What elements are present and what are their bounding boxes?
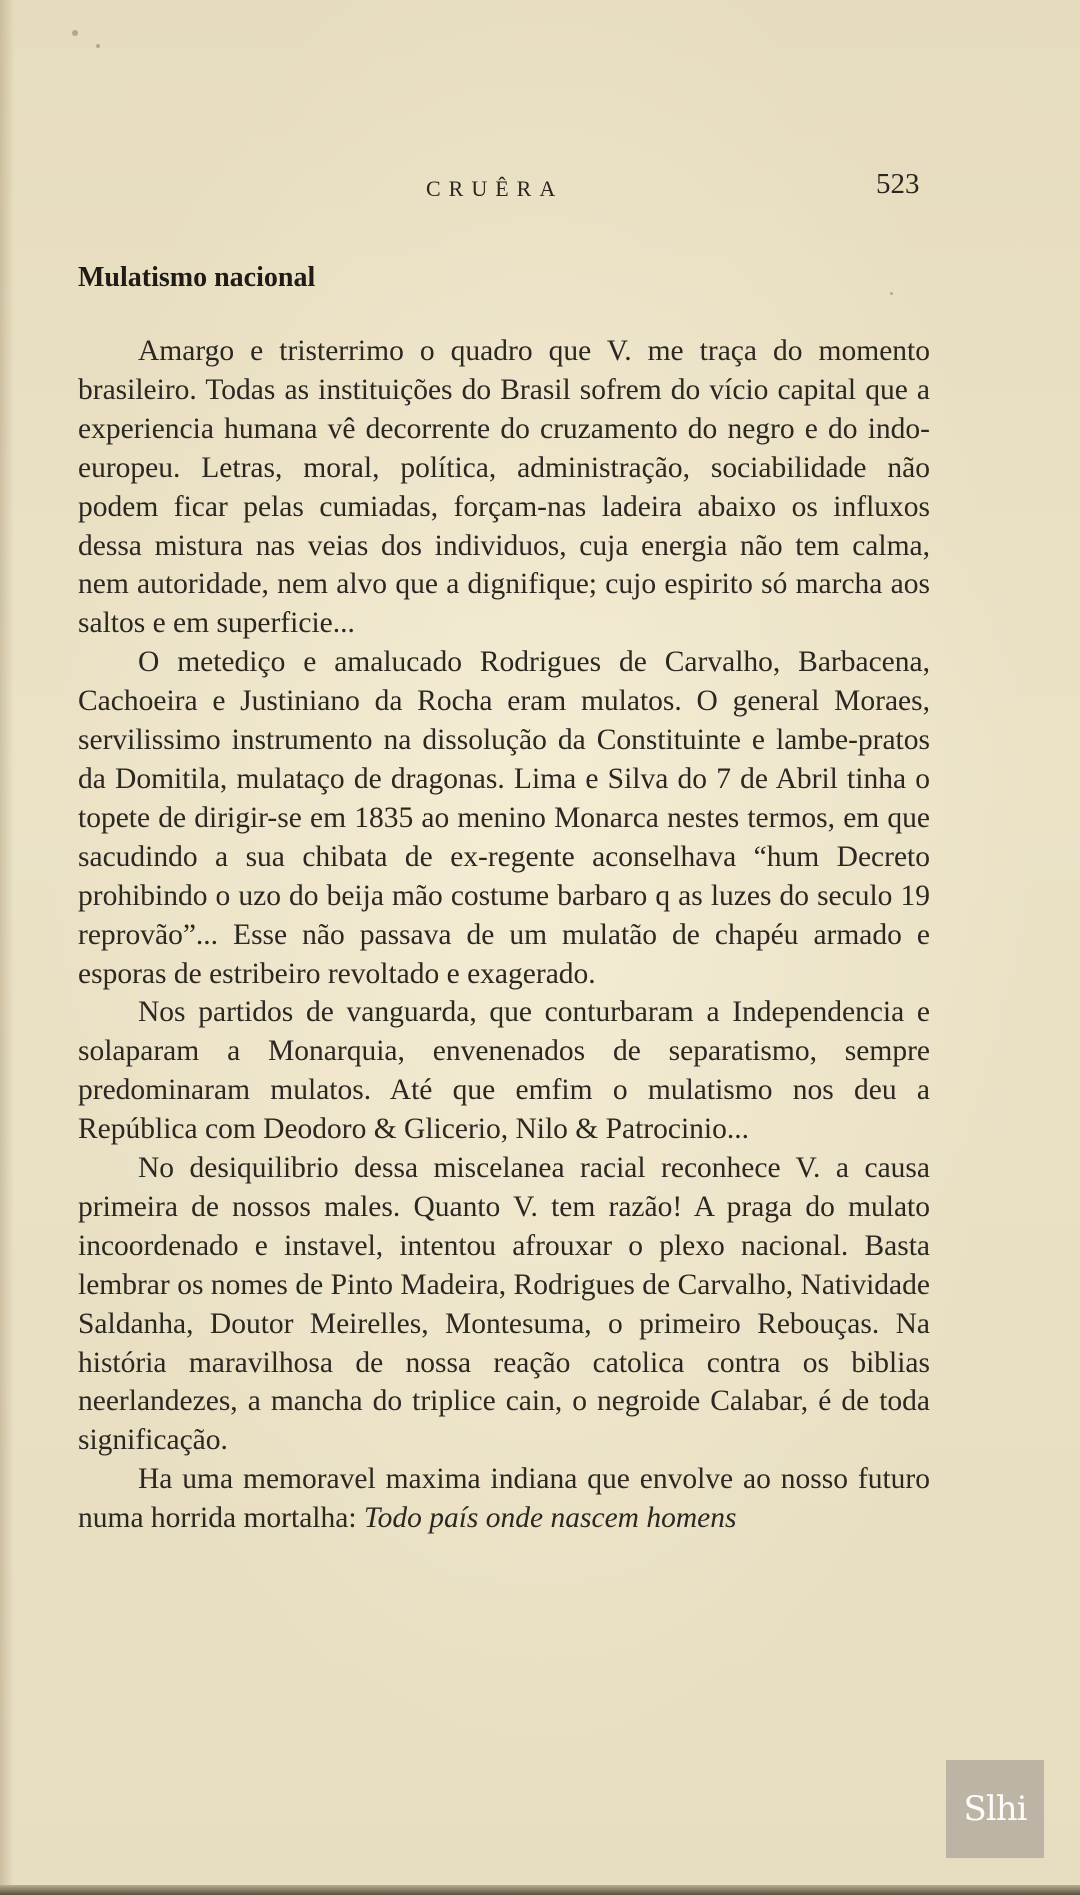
paragraph-4: No desiquilibrio dessa miscelanea racial reconhece V. a causa primeira de nossos males. Quanto V. tem razão! A praga do mulato incoordenado e instavel, intentou afrouxar o plexo nacional. Basta lembrar os nomes de Pinto Madeira, Rodrigues de Carvalho, Natividade Saldanha, Doutor Meirelles, Montesuma, o primeiro Rebouças. Na história maravilhosa de nossa reação catolica contra os biblias neerlandezes, a mancha do triplice cain, o negroide Calabar, é de toda significação. <box>78 1152 930 1457</box>
paper-speck <box>890 292 893 295</box>
page-number: 523 <box>876 168 920 200</box>
paper-speck <box>72 30 78 36</box>
page-header <box>0 168 1080 208</box>
watermark-logo <box>946 1760 1044 1858</box>
paragraph-5-italic: Todo país onde nascem homens <box>363 1502 737 1535</box>
watermark-logo-text: Slhi <box>963 1789 1027 1829</box>
body-text <box>78 332 930 1538</box>
paper-speck <box>96 44 100 48</box>
paragraph-5 <box>78 1460 930 1538</box>
running-title: CRUÊRA <box>426 176 564 201</box>
paragraph-1: Amargo e tristerrimo o quadro que V. me traça do momento brasileiro. Todas as instituições do Brasil sofrem do vício capital que a experiencia humana vê decorrente do cruzamento do negro e do indo-europeu. Letras, moral, política, administração, sociabilidade não podem ficar pelas cumiadas, forçam-nas ladeira abaixo os influxos dessa mistura nas veias dos individuos, cuja energia não tem calma, nem autoridade, nem alvo que a dignifique; cujo espirito só marcha aos saltos e em superficie... <box>78 335 930 640</box>
paragraph-3: Nos partidos de vanguarda, que conturbaram a Independencia e solaparam a Monarquia, envenenados de separatismo, sempre predominaram mulatos. Até que emfim o mulatismo nos deu a República com Deodoro & Glicerio, Nilo & Patrocinio... <box>78 996 930 1146</box>
section-title: Mulatismo nacional <box>78 262 316 293</box>
paragraph-5-text: Ha uma memoravel maxima indiana que envolve ao nosso futuro numa horrida mortalha: <box>78 1463 930 1535</box>
page-bottom-edge <box>0 1885 1080 1895</box>
paragraph-2: O metediço e amalucado Rodrigues de Carvalho, Barbacena, Cachoeira e Justiniano da Rocha eram mulatos. O general Moraes, servilissimo instrumento na dissolução da Constituinte e lambe-pratos da Domitila, mulataço de dragonas. Lima e Silva do 7 de Abril tinha o topete de dirigir-se em 1835 ao menino Monarca nestes termos, em que sacudindo a sua chibata de ex-regente aconselhava “hum Decreto prohibindo o uzo do beija mão costume barbaro q as luzes do seculo 19 reprovão”... Esse não passava de um mulatão de chapéu armado e esporas de estribeiro revoltado e exagerado. <box>78 646 930 990</box>
